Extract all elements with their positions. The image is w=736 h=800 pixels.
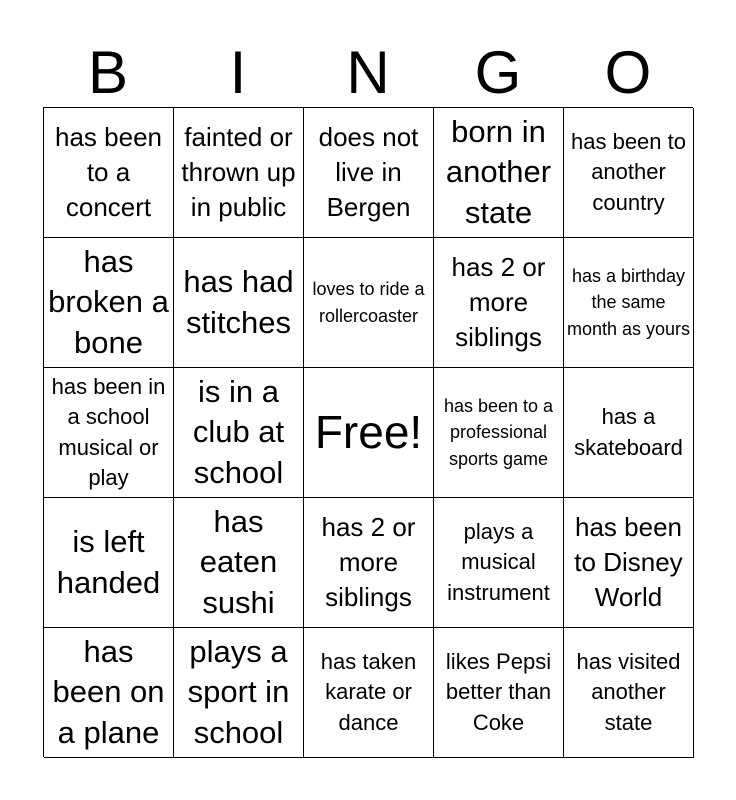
bingo-board bbox=[43, 107, 693, 757]
bingo-cell-text: has taken karate or dance bbox=[320, 648, 417, 735]
header-letter-i: I bbox=[229, 39, 247, 106]
bingo-cell-text: has 2 or more siblings bbox=[321, 511, 416, 613]
header-letter-n: N bbox=[346, 39, 390, 106]
bingo-cell-text: does not live in Bergen bbox=[318, 121, 419, 223]
bingo-cell[interactable] bbox=[434, 498, 564, 628]
bingo-cell-text: has been to Disney World bbox=[574, 511, 683, 613]
bingo-cell-text: likes Pepsi better than Coke bbox=[445, 648, 552, 735]
bingo-cell-text: plays a sport in school bbox=[187, 634, 290, 750]
bingo-cell[interactable] bbox=[564, 238, 694, 368]
bingo-cell-text: has a skateboard bbox=[574, 404, 683, 460]
bingo-cell-text: has been to a concert bbox=[55, 121, 162, 223]
bingo-cell-text: has broken a bone bbox=[48, 244, 169, 360]
bingo-cell-text: has been in a school musical or play bbox=[51, 373, 166, 490]
bingo-cell-text: has had stitches bbox=[183, 264, 294, 340]
bingo-cell-text: has been to another country bbox=[571, 128, 686, 215]
bingo-cell[interactable] bbox=[434, 108, 564, 238]
bingo-cell[interactable] bbox=[44, 628, 174, 758]
bingo-cell-text: has visited another state bbox=[576, 648, 681, 735]
bingo-cell-text: is in a club at school bbox=[192, 374, 285, 490]
bingo-cell[interactable] bbox=[564, 368, 694, 498]
bingo-cell-text: has 2 or more siblings bbox=[451, 251, 546, 353]
bingo-header bbox=[43, 38, 693, 108]
free-space-cell[interactable] bbox=[304, 368, 434, 498]
bingo-cell[interactable] bbox=[44, 368, 174, 498]
bingo-cell[interactable] bbox=[44, 108, 174, 238]
bingo-cell[interactable] bbox=[564, 108, 694, 238]
bingo-cell[interactable] bbox=[174, 108, 304, 238]
header-letter-b: B bbox=[87, 39, 129, 106]
bingo-cell-text: fainted or thrown up in public bbox=[181, 121, 296, 223]
bingo-cell-text: has a birthday the same month as yours bbox=[566, 266, 691, 339]
bingo-cell-text: has been on a plane bbox=[52, 634, 165, 750]
bingo-cell-text: is left handed bbox=[56, 524, 161, 600]
bingo-cell[interactable] bbox=[304, 628, 434, 758]
bingo-cell[interactable] bbox=[304, 238, 434, 368]
bingo-cell[interactable] bbox=[304, 498, 434, 628]
bingo-cell-text: plays a musical instrument bbox=[447, 518, 550, 605]
bingo-cell-text: loves to ride a rollercoaster bbox=[312, 279, 425, 326]
bingo-cell-text: has eaten sushi bbox=[199, 504, 278, 620]
header-letter-o: O bbox=[604, 39, 652, 106]
bingo-cell[interactable] bbox=[564, 628, 694, 758]
bingo-cell[interactable] bbox=[564, 498, 694, 628]
header-letter-g: G bbox=[474, 39, 522, 106]
bingo-cell[interactable] bbox=[434, 368, 564, 498]
bingo-cell-text: has been to a professional sports game bbox=[443, 396, 554, 469]
bingo-cell[interactable] bbox=[174, 628, 304, 758]
bingo-cell[interactable] bbox=[174, 368, 304, 498]
bingo-cell[interactable] bbox=[44, 498, 174, 628]
bingo-cell[interactable] bbox=[174, 238, 304, 368]
bingo-cell-text: born in another state bbox=[445, 114, 552, 230]
free-space-text: Free! bbox=[314, 405, 423, 458]
bingo-cell[interactable] bbox=[434, 628, 564, 758]
bingo-cell[interactable] bbox=[434, 238, 564, 368]
bingo-cell[interactable] bbox=[304, 108, 434, 238]
bingo-cell[interactable] bbox=[44, 238, 174, 368]
bingo-cell[interactable] bbox=[174, 498, 304, 628]
